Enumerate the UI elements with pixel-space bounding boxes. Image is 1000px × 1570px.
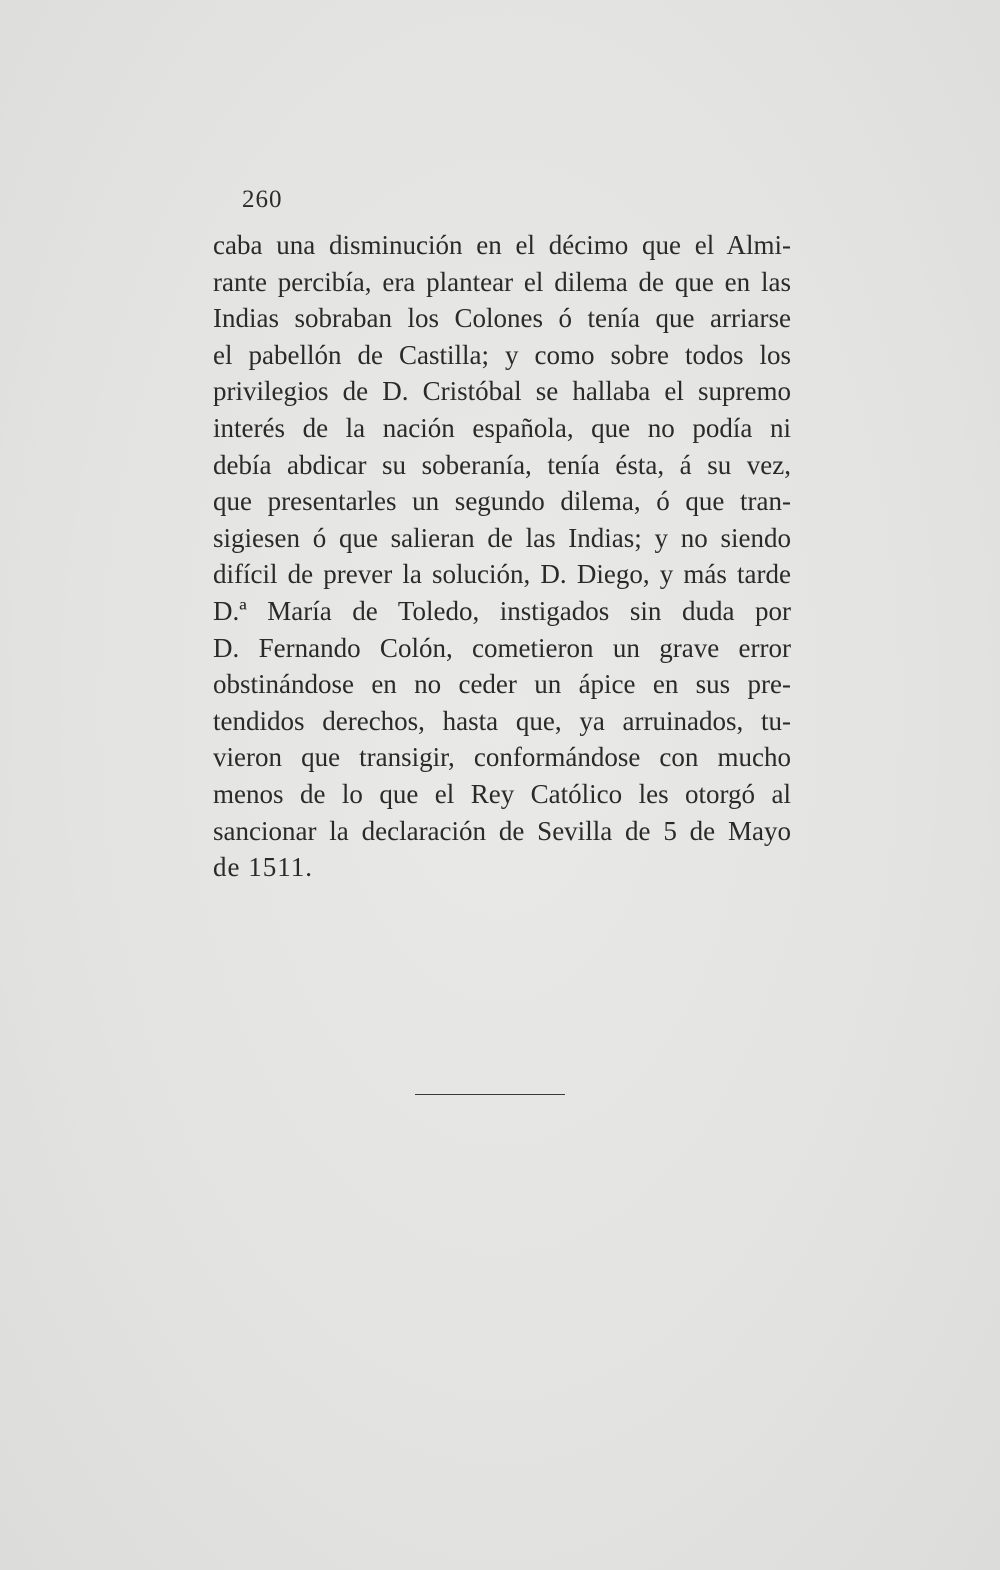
text-line: obstinándose en no ceder un ápice en sus pre- (213, 669, 791, 700)
page-number: 260 (242, 186, 283, 213)
text-line-final: de 1511. (213, 852, 313, 883)
text-line: que presentarles un segundo dilema, ó que tran- (213, 486, 791, 517)
text-line: D.ª María de Toledo, instigados sin duda por (213, 595, 791, 626)
section-divider (415, 1094, 565, 1095)
text-line: privilegios de D. Cristóbal se hallaba el supremo (213, 376, 791, 407)
text-line: rante percibía, era plantear el dilema de que en las (213, 266, 791, 297)
text-line: debía abdicar su soberanía, tenía ésta, á su vez, (213, 449, 791, 480)
text-line: el pabellón de Castilla; y como sobre todos los (213, 339, 791, 370)
text-line: menos de lo que el Rey Católico les otorgó al (213, 778, 791, 809)
text-line: interés de la nación española, que no podía ni (213, 412, 791, 443)
text-line: tendidos derechos, hasta que, ya arruinados, tu- (213, 705, 791, 736)
text-line: caba una disminución en el décimo que el Almi- (213, 230, 791, 260)
body-paragraph (213, 227, 791, 886)
text-line: vieron que transigir, conformándose con mucho (213, 742, 791, 773)
text-line: Indias sobraban los Colones ó tenía que arriarse (213, 303, 791, 334)
text-line: sancionar la declaración de Sevilla de 5 de Mayo (213, 815, 791, 846)
text-line: sigiesen ó que salieran de las Indias; y no siendo (213, 522, 791, 553)
text-line: D. Fernando Colón, cometieron un grave error (213, 632, 791, 663)
text-line: difícil de prever la solución, D. Diego, y más tarde (213, 559, 791, 590)
